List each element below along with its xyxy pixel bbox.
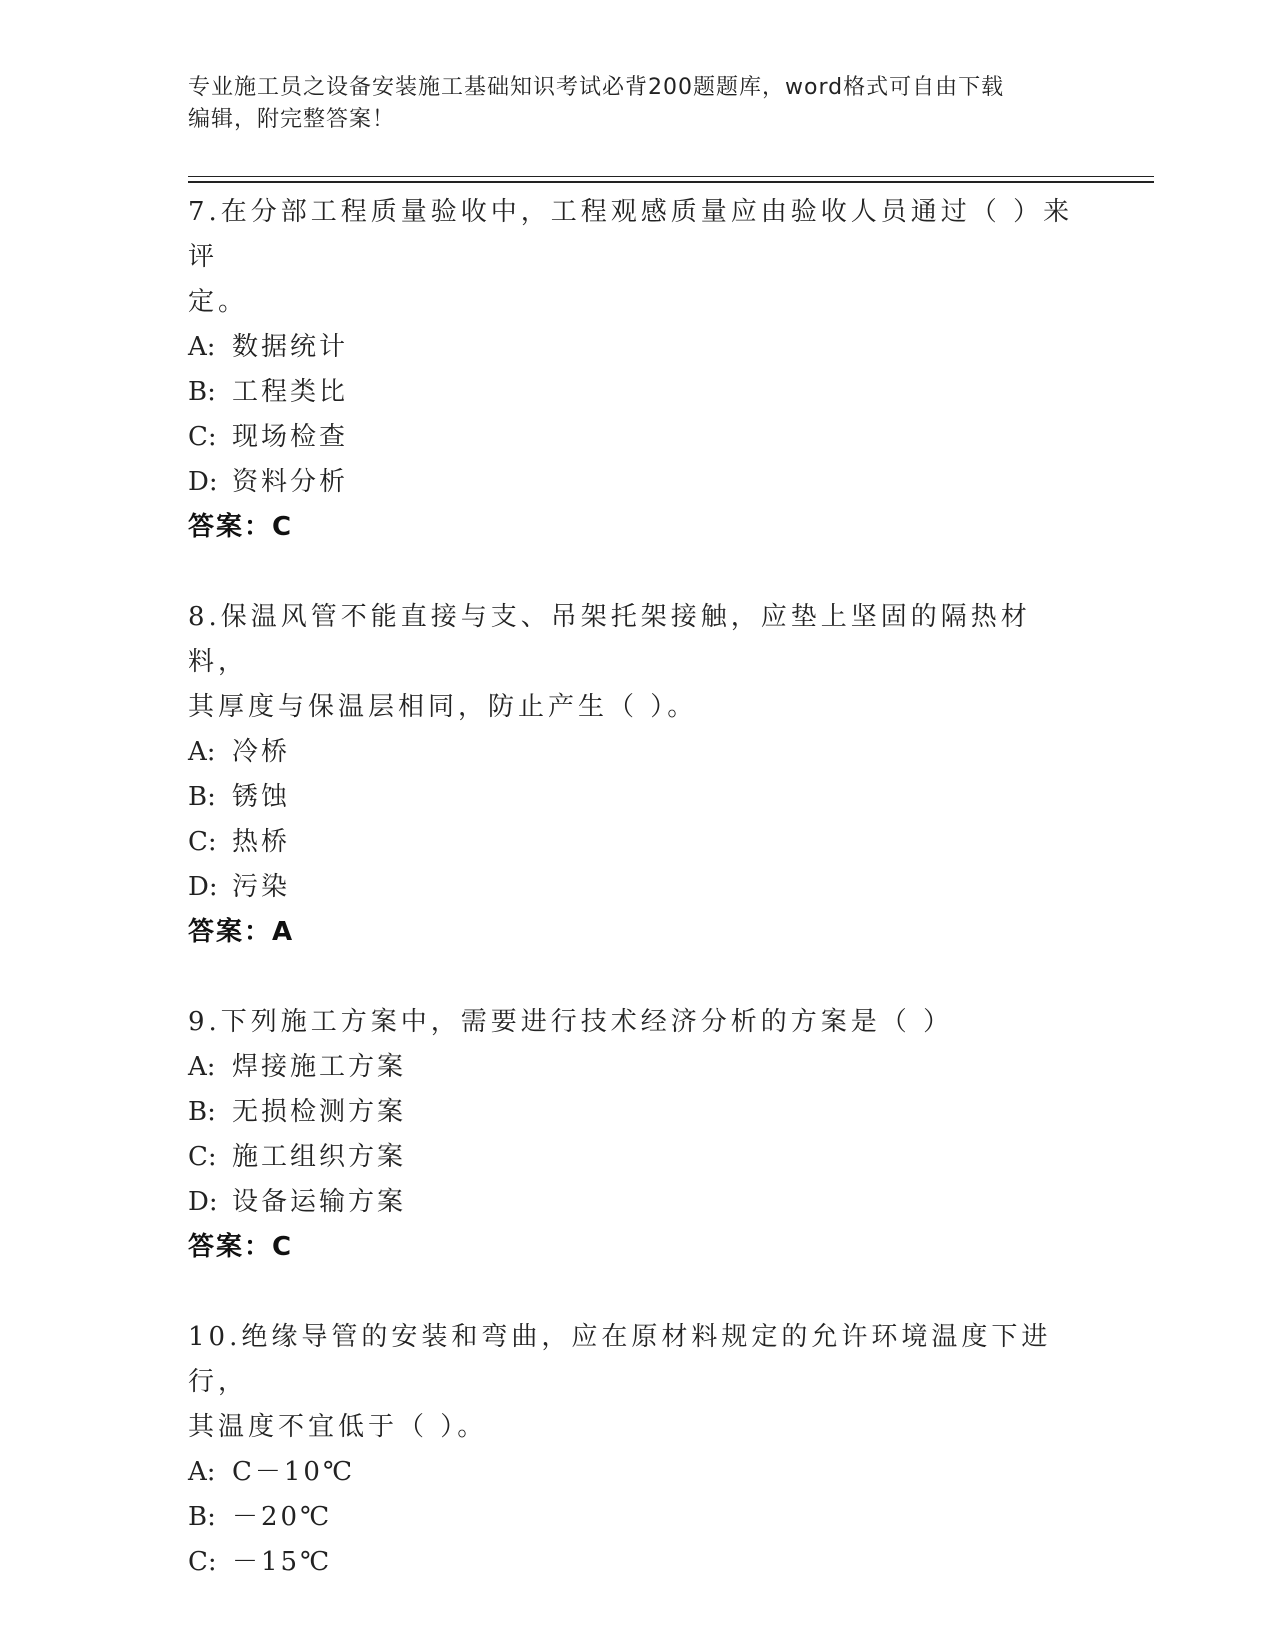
option-a (188, 1450, 1088, 1495)
option-b (188, 1495, 1088, 1540)
option-text: 锈蚀 (232, 782, 291, 812)
question-stem-cont: 其厚度与保温层相同，防止产生（ ）。 (188, 692, 698, 722)
question-stem: 9.下列施工方案中，需要进行技术经济分析的方案是（ ） (188, 1007, 954, 1037)
option-c (188, 1540, 1088, 1585)
option-letter: C: (188, 1547, 217, 1577)
question-stem: 8.保温风管不能直接与支、吊架托架接触，应垫上坚固的隔热材料， (188, 602, 1031, 677)
question-stem-cont: 其温度不宜低于（ ）。 (188, 1412, 488, 1442)
option-a (188, 1045, 1088, 1090)
option-text: 焊接施工方案 (232, 1052, 407, 1082)
header-line-2: 编辑，附完整答案！ (188, 107, 396, 132)
question-8 (188, 595, 1088, 955)
header-divider-thin (188, 176, 1154, 177)
option-b (188, 370, 1088, 415)
option-text: 设备运输方案 (232, 1187, 407, 1217)
option-text: －20℃ (232, 1502, 333, 1532)
option-text: 施工组织方案 (232, 1142, 407, 1172)
option-letter: C: (188, 1142, 217, 1172)
spacer (188, 955, 1088, 1000)
option-letter: C: (188, 827, 217, 857)
spacer (188, 1270, 1088, 1315)
answer-line: 答案：C (188, 512, 294, 542)
option-c (188, 1135, 1088, 1180)
answer-line: 答案：A (188, 917, 295, 947)
option-a (188, 325, 1088, 370)
option-letter: B: (188, 377, 216, 407)
option-text: 资料分析 (232, 467, 349, 497)
option-text: 热桥 (232, 827, 291, 857)
header-line-1: 专业施工员之设备安装施工基础知识考试必背200题题库，word格式可自由下载 (188, 75, 1005, 100)
question-stem: 10.绝缘导管的安装和弯曲，应在原材料规定的允许环境温度下进行， (188, 1322, 1052, 1397)
option-text: 现场检查 (232, 422, 349, 452)
question-list (188, 190, 1088, 1585)
option-d (188, 1180, 1088, 1225)
option-letter: A: (188, 332, 216, 362)
option-text: －15℃ (232, 1547, 333, 1577)
option-letter: A: (188, 1457, 216, 1487)
option-text: 数据统计 (232, 332, 349, 362)
option-text: 冷桥 (232, 737, 291, 767)
option-letter: D: (188, 467, 218, 497)
option-letter: D: (188, 872, 218, 902)
option-d (188, 460, 1088, 505)
question-stem: 7.在分部工程质量验收中，工程观感质量应由验收人员通过（ ）来评 (188, 197, 1074, 272)
option-letter: A: (188, 1052, 216, 1082)
option-letter: A: (188, 737, 216, 767)
header-divider-thick (188, 181, 1154, 183)
question-9 (188, 1000, 1088, 1270)
option-c (188, 415, 1088, 460)
option-text: C－10℃ (232, 1457, 356, 1487)
option-b (188, 775, 1088, 820)
option-letter: B: (188, 1502, 216, 1532)
option-letter: D: (188, 1187, 218, 1217)
option-text: 工程类比 (232, 377, 349, 407)
question-7 (188, 190, 1088, 550)
option-letter: B: (188, 782, 216, 812)
answer-line: 答案：C (188, 1232, 294, 1262)
option-d (188, 865, 1088, 910)
option-a (188, 730, 1088, 775)
option-c (188, 820, 1088, 865)
option-letter: B: (188, 1097, 216, 1127)
option-b (188, 1090, 1088, 1135)
option-text: 污染 (232, 872, 291, 902)
option-text: 无损检测方案 (232, 1097, 407, 1127)
question-10 (188, 1315, 1088, 1585)
spacer (188, 550, 1088, 595)
option-letter: C: (188, 422, 217, 452)
question-stem-cont: 定。 (188, 287, 249, 317)
document-header (188, 72, 1088, 136)
